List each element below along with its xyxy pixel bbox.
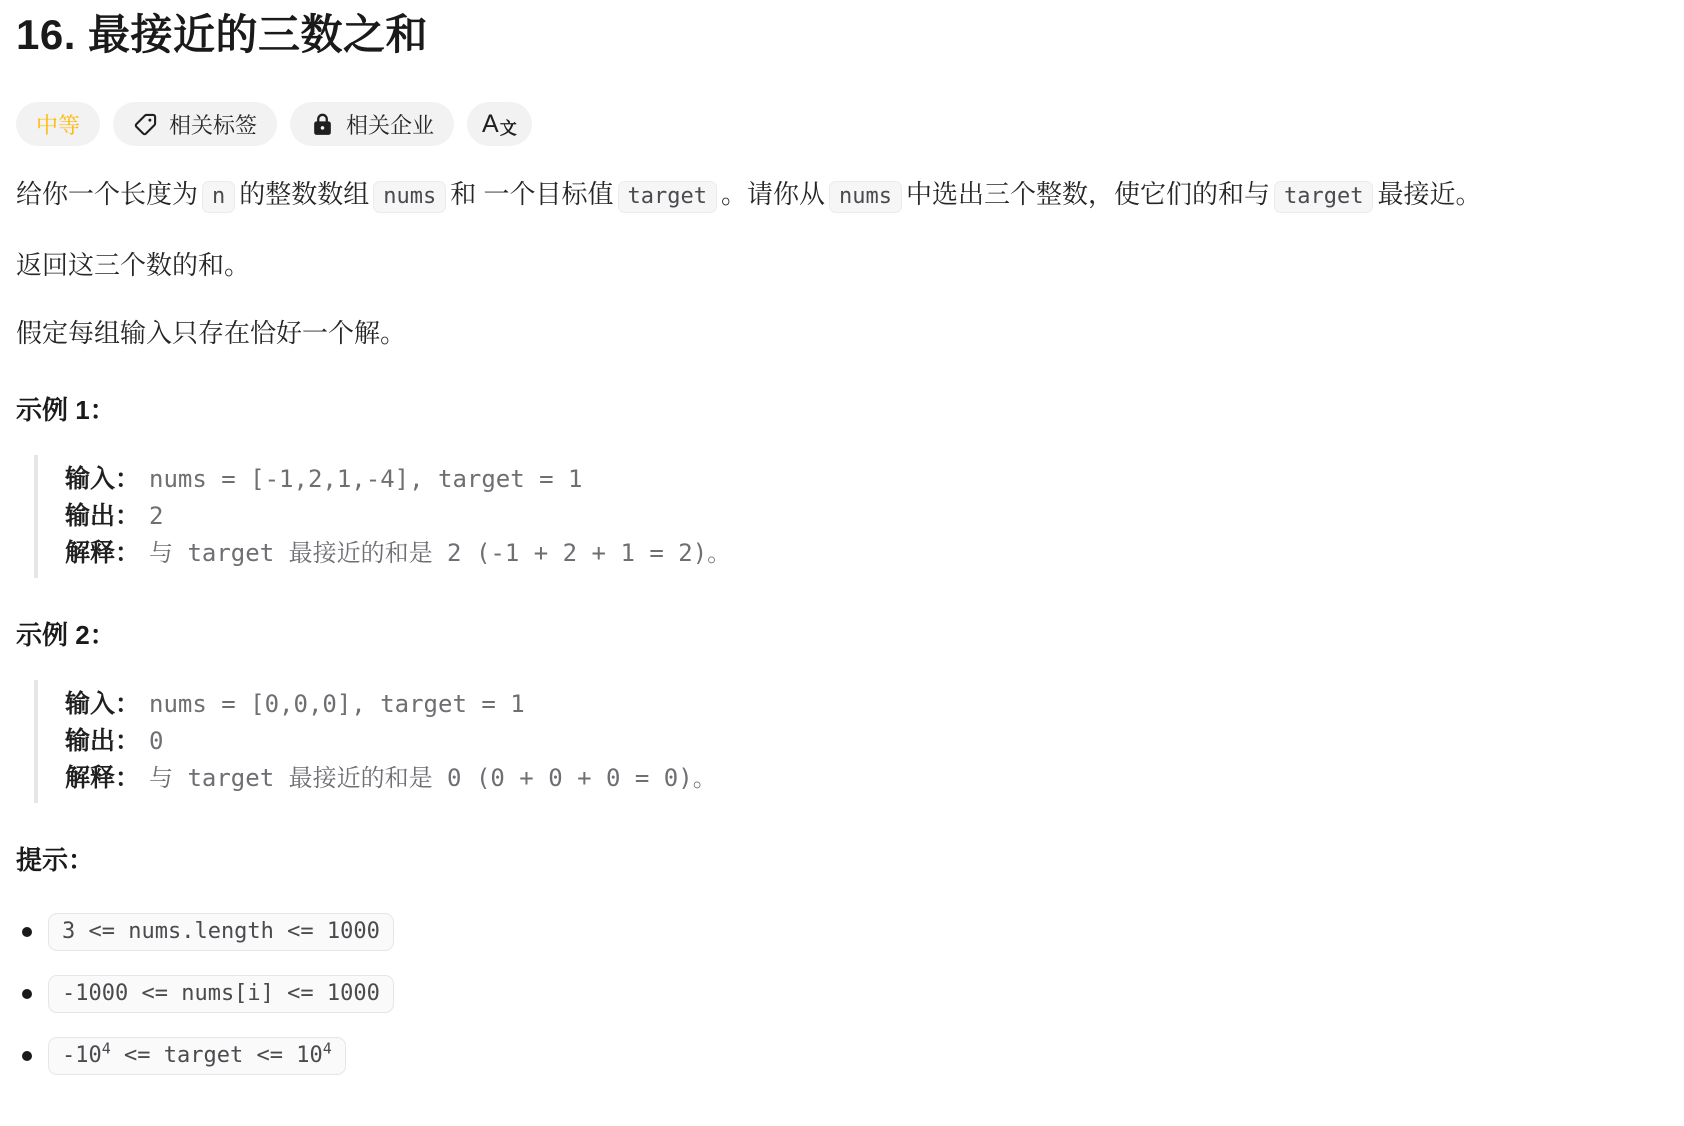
output-value: 2: [149, 502, 164, 530]
desc-text: 给你一个长度为: [16, 179, 199, 209]
description-paragraph-1: [16, 174, 1662, 217]
lock-icon: [310, 112, 335, 137]
explain-label: 解释：: [65, 764, 141, 792]
constraint-item: [16, 1037, 1662, 1075]
difficulty-badge[interactable]: 中等: [16, 102, 100, 146]
example-explain-line: [65, 760, 1662, 797]
inline-code: nums: [373, 181, 446, 213]
explain-value: 与 target 最接近的和是 2 (-1 + 2 + 1 = 2)。: [149, 539, 732, 567]
translate-badge[interactable]: [467, 102, 532, 146]
constraints-heading: 提示：: [16, 845, 95, 875]
constraint-base: -10: [62, 1043, 102, 1068]
inline-code: n: [202, 181, 235, 213]
example-2-heading: 示例 2：: [16, 620, 116, 650]
description-paragraph-3: 假定每组输入只存在恰好一个解。: [16, 318, 407, 348]
related-companies-badge[interactable]: [290, 102, 454, 146]
problem-title: 16. 最接近的三数之和: [16, 11, 429, 58]
example-output-line: [65, 723, 1662, 760]
related-tags-badge[interactable]: [113, 102, 277, 146]
desc-text: 和 一个目标值: [450, 179, 614, 209]
translate-icon: A: [482, 109, 499, 138]
output-value: 0: [149, 727, 164, 755]
constraint-code: -1000 <= nums[i] <= 1000: [48, 975, 394, 1013]
example-1-block: [34, 455, 1662, 578]
constraint-code: [48, 1037, 346, 1075]
constraints-list: [16, 913, 1662, 1075]
constraint-exponent: 4: [101, 1039, 111, 1058]
bullet-icon: [22, 989, 32, 999]
example-1-heading: 示例 1：: [16, 395, 116, 425]
bullet-icon: [22, 1051, 32, 1061]
constraint-exponent: 4: [322, 1039, 332, 1058]
desc-text: 的整数数组: [239, 179, 370, 209]
desc-text: 最接近。: [1377, 179, 1482, 209]
output-label: 输出：: [65, 502, 141, 530]
input-value: nums = [0,0,0], target = 1: [149, 690, 525, 718]
example-output-line: [65, 498, 1662, 535]
example-2-block: [34, 680, 1662, 803]
desc-text: 中选出三个整数，使它们的和与: [905, 179, 1270, 209]
input-value: nums = [-1,2,1,-4], target = 1: [149, 465, 583, 493]
example-input-line: [65, 686, 1662, 723]
inline-code: target: [618, 181, 717, 213]
example-explain-line: [65, 535, 1662, 572]
description-paragraph-2: 返回这三个数的和。: [16, 250, 251, 280]
translate-icon-cjk: 文: [499, 118, 517, 138]
desc-text: 。请你从: [720, 179, 825, 209]
example-input-line: [65, 461, 1662, 498]
related-tags-label: 相关标签: [169, 112, 258, 138]
explain-value: 与 target 最接近的和是 0 (0 + 0 + 0 = 0)。: [149, 764, 717, 792]
inline-code: target: [1274, 181, 1373, 213]
bullet-icon: [22, 927, 32, 937]
related-companies-label: 相关企业: [346, 112, 435, 138]
inline-code: nums: [829, 181, 902, 213]
constraint-base: <= target <= 10: [110, 1043, 323, 1068]
input-label: 输入：: [65, 465, 141, 493]
input-label: 输入：: [65, 690, 141, 718]
output-label: 输出：: [65, 727, 141, 755]
constraint-item: [16, 913, 1662, 951]
tag-icon: [133, 112, 158, 137]
constraint-code: 3 <= nums.length <= 1000: [48, 913, 394, 951]
explain-label: 解释：: [65, 539, 141, 567]
constraint-item: [16, 975, 1662, 1013]
badge-row: [16, 102, 1662, 146]
